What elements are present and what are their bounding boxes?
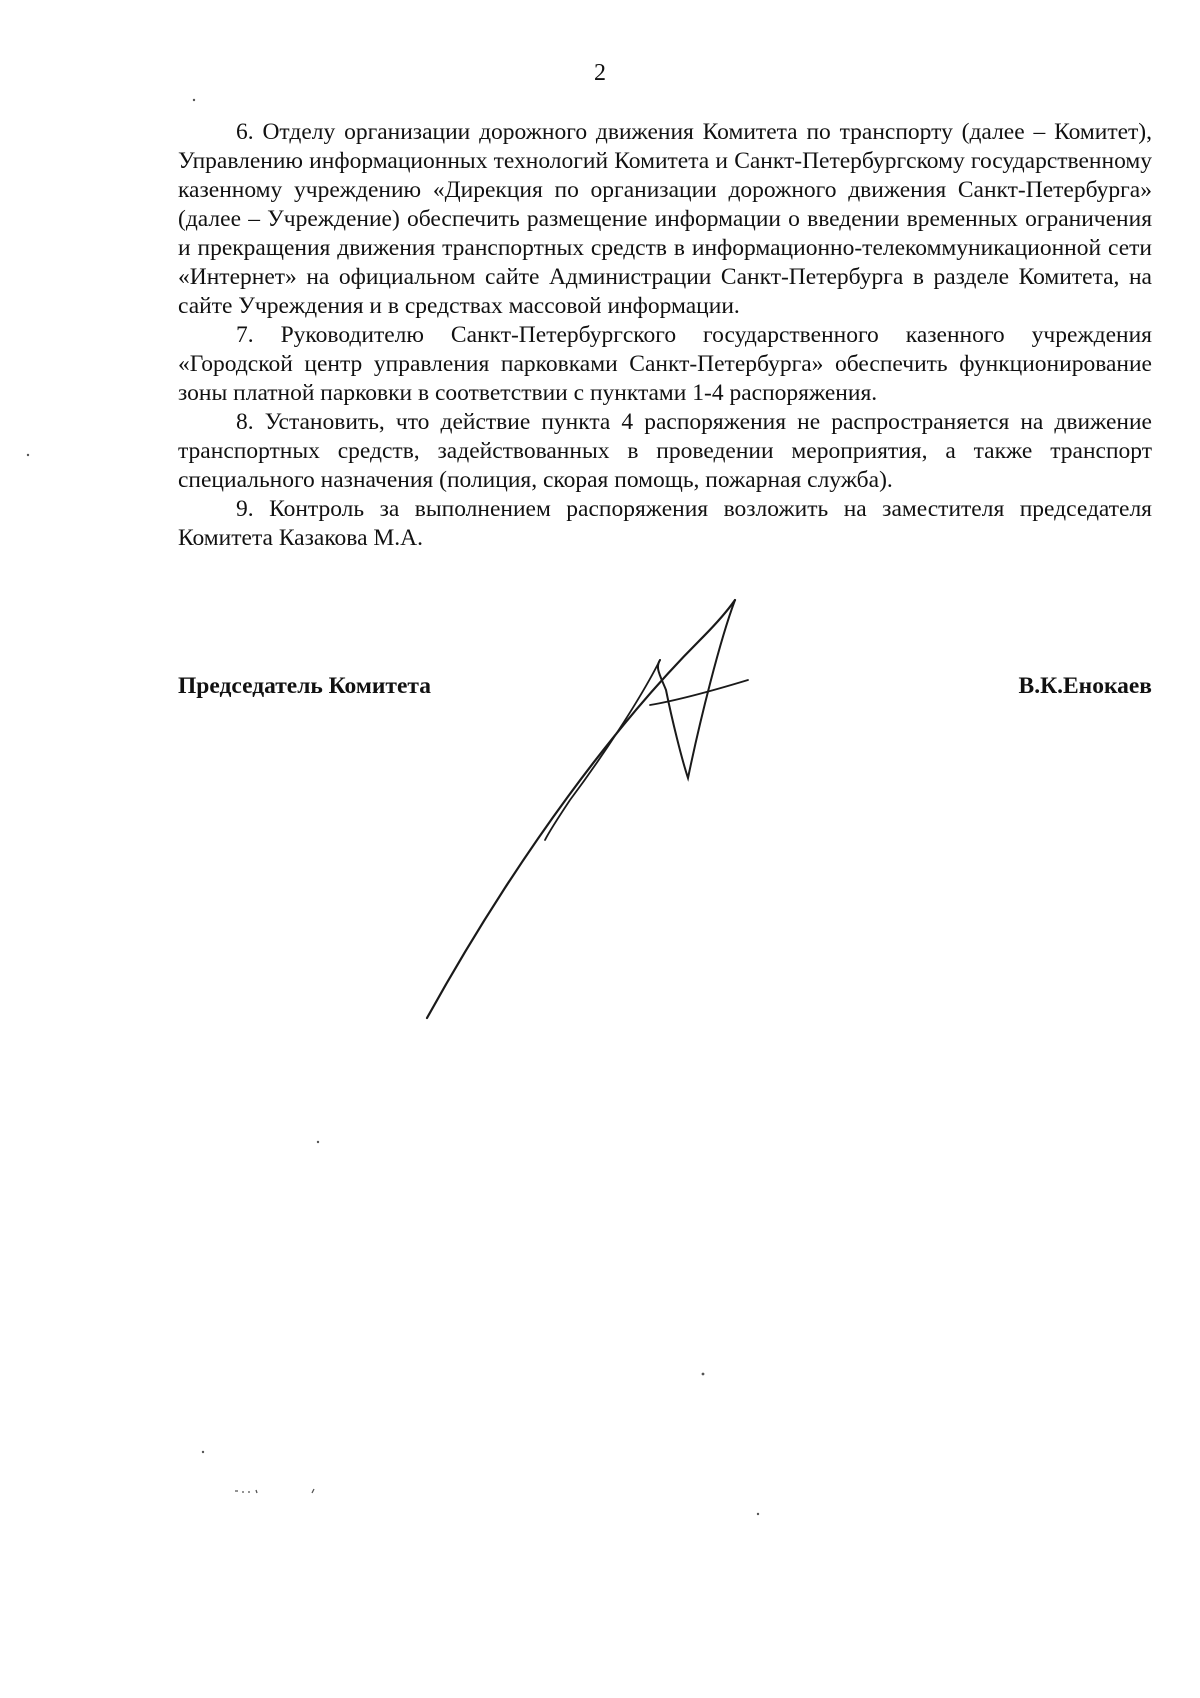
paragraph-6: 6. Отделу организации дорожного движения Комитета по транспорту (далее – Комитет), Управлению информационных технологий Комитета и Санкт-Петербургскому государственному казенному учреждению «Дирекция по организации дорожного движения Санкт-Петербурга» (далее – Учреждение) обеспечить размещение информации о введении временных ограничения и прекращения движения транспортных средств в информационно-телекоммуникационной сети «Интернет» на официальном сайте Администрации Санкт-Петербурга в разделе Комитета, на сайте Учреждения и в средствах массовой информации. (178, 119, 1152, 319)
page-number: 2 (594, 60, 606, 86)
document-body (178, 118, 1152, 553)
signatory-name: В.К.Енокаев (1018, 673, 1152, 699)
signature-block (178, 673, 1152, 700)
signatory-position: Председатель Комитета (178, 673, 431, 699)
paragraph-9: 9. Контроль за выполнением распоряжения возложить на заместителя председателя Комитета Казакова М.А. (178, 496, 1152, 551)
signature-stroke-long (427, 600, 735, 1018)
paragraph-7: 7. Руководителю Санкт-Петербургского государственного казенного учреждения «Городской центр управления парковками Санкт-Петербурга» обеспечить функционирование зоны платной парковки в соответствии с пунктами 1-4 распоряжения. (178, 322, 1152, 406)
paragraph-8: 8. Установить, что действие пункта 4 распоряжения не распространяется на движение транспортных средств, задействованных в проведении мероприятия, а также транспорт специального назначения (полиция, скорая помощь, пожарная служба). (178, 409, 1152, 493)
